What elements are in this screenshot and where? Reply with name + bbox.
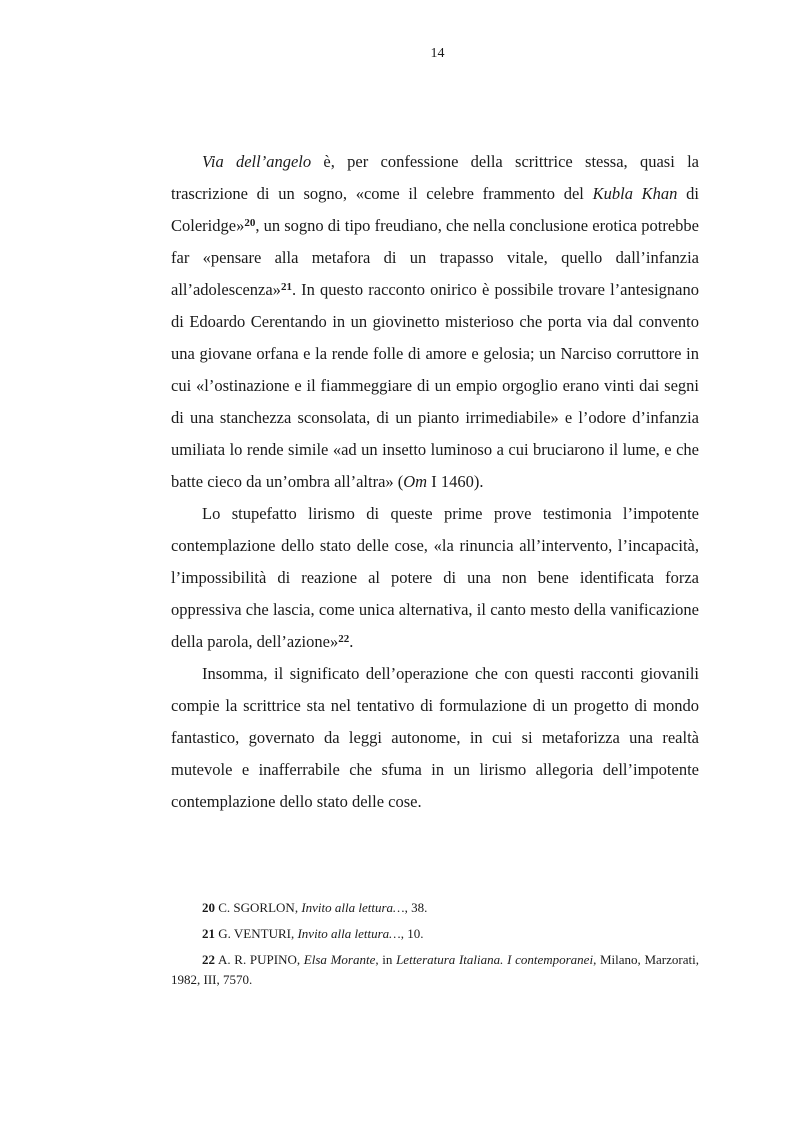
paragraph-2-text-a: Lo stupefatto lirismo di queste prime prove testimonia l’impotente contemplazione dello stato delle cose, «la rinuncia all’intervento, l’incapacità, l’impossibilità di reazione al potere di una non bene identificata forza oppressiva che lascia, come unica alternativa, il canto mesto della vanificazione della parola, dell’azione» (171, 504, 699, 651)
footnote-rest: , 10. (400, 926, 424, 941)
footnote-ref-21[interactable]: 21 (280, 281, 292, 293)
footnote-title-2: Letteratura Italiana. I contemporanei (396, 952, 594, 967)
paragraph-3 (171, 658, 699, 818)
paragraph-1-text-b: di Coleridge» (171, 184, 699, 235)
footnote-author: A. R. PUPINO (217, 952, 297, 967)
footnote-author: C. SGORLON (218, 900, 295, 915)
footnote-number: 20 (202, 900, 215, 915)
footnote-21: 21 G. VENTURI, Invito alla lettura…, 10. (202, 926, 424, 941)
page-number: 14 (430, 46, 445, 61)
work-title-via-dell-angelo: Via dell’angelo (202, 152, 312, 171)
footnote-ref-20[interactable]: 20 (244, 217, 256, 229)
footnote-rest: , 38. (404, 900, 428, 915)
paragraph-3-text: Insomma, il significato dell’operazione che con questi racconti giovanili compie la scrittrice sta nel tentativo di formulazione di un progetto di mondo fantastico, governato da leggi autonome, in cui si metaforizza una realtà mutevole e inafferrabile che sfuma in un lirismo allegoria dell’impotente contemplazione dello stato delle cose. (171, 664, 699, 811)
footnote-rest: , Milano, Marzorati, 1982, III, 7570. (171, 952, 699, 987)
footnote-number: 21 (202, 926, 215, 941)
body-text (171, 146, 699, 818)
footnote-20: 20 C. SGORLON, Invito alla lettura…, 38. (202, 900, 428, 915)
paragraph-1-text-c: , un sogno di tipo freudiano, che nella conclusione erotica potrebbe far «pensare alla metafora di un trapasso vitale, quello dall’infanzia all’adolescenza» (171, 216, 699, 299)
footnote-number: 22 (202, 952, 215, 967)
abbrev-om: Om (403, 472, 428, 491)
work-title-kubla-khan: Kubla Khan (592, 184, 678, 203)
paragraph-2-text-b: . (349, 632, 354, 651)
paragraph-1-text-d: . In questo racconto onirico è possibile trovare l’antesignano di Edoardo Cerentando in un giovinetto misterioso che porta via dal convento una giovane orfana e la rende folle di amore e gelosia; un Narciso corruttore in cui «l’ostinazione e il fiammeggiare di un empio orgoglio erano vinti dai segni di una stanchezza sconsolata, di un pianto irrimediabile» e l’odore d’infanzia umiliata lo rende simile «ad un insetto luminoso a cui bruciarono il lume, e che batte cieco da un’ombra all’altra» ( (171, 280, 699, 491)
footnote-title: Invito alla lettura… (301, 900, 405, 915)
footnote-title: Elsa Morante (303, 952, 376, 967)
footnotes (171, 898, 699, 996)
paragraph-1-text-e: I 1460). (427, 472, 484, 491)
footnote-author: G. VENTURI (218, 926, 291, 941)
footnote-title: Invito alla lettura… (297, 926, 401, 941)
paragraph-2 (171, 498, 699, 658)
paragraph-1-text-a: è, per confessione della scrittrice stessa, quasi la trascrizione di un sogno, «come il celebre frammento del (171, 152, 699, 203)
paragraph-1 (171, 146, 699, 498)
footnote-ref-22[interactable]: 22 (338, 633, 350, 645)
footnote-22: 22 A. R. PUPINO, Elsa Morante, in Letteratura Italiana. I contemporanei, Milano, Marzorati, 1982, III, 7570. (171, 952, 699, 987)
